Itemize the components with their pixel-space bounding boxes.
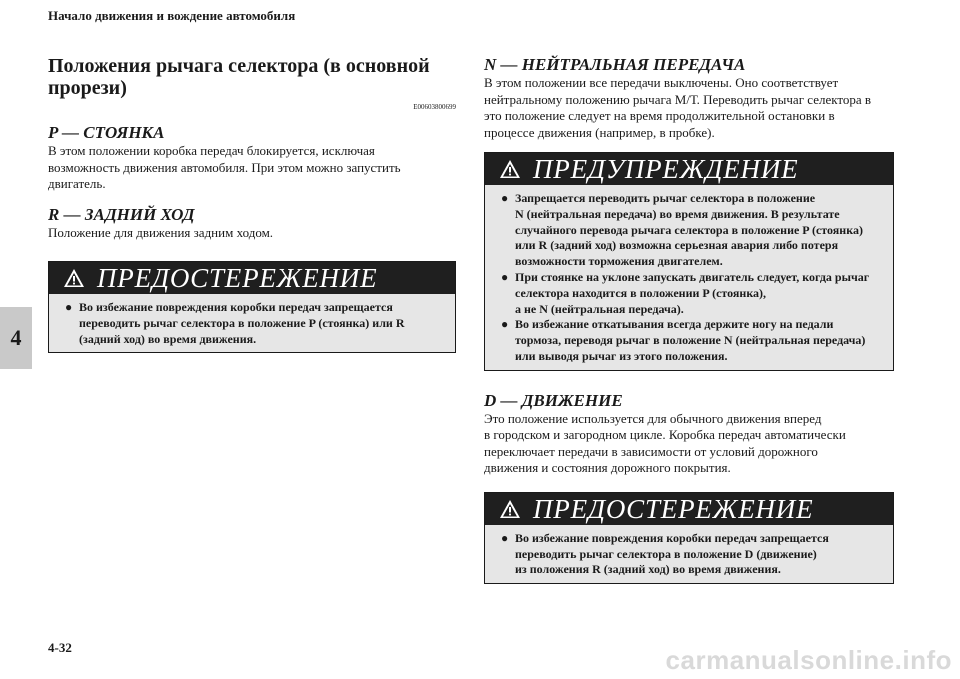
warning-label: ПРЕДУПРЕЖДЕНИЕ: [533, 154, 799, 184]
caution-box: [48, 261, 456, 353]
n-heading: N — НЕЙТРАЛЬНАЯ ПЕРЕДАЧА: [484, 55, 746, 74]
d-description: [484, 411, 894, 477]
left-column: [48, 55, 456, 353]
section-title-line: Положения рычага селектора (в основной: [48, 55, 430, 77]
text-line: возможности торможения двигателем.: [515, 254, 723, 269]
watermark: carmanualsonline.info: [665, 645, 952, 675]
p-heading: P — СТОЯНКА: [48, 123, 165, 142]
text-line: возможность движения автомобиля. При этом можно запустить: [48, 159, 401, 175]
text-line: В этом положении все передачи выключены. Оно соответствует: [484, 75, 839, 90]
text-line: случайного перевода рычага селектора в положение P (стоянка): [515, 222, 863, 237]
bullet-icon: ●: [501, 269, 509, 284]
running-header: Начало движения и вождение автомобиля: [48, 8, 296, 23]
text-line: В этом положении коробка передач блокируется, исключая: [48, 143, 375, 158]
warning-box: [484, 152, 894, 371]
caution-body: [485, 525, 893, 583]
text-line: или R (задний ход) возможна серьезная авария либо потеря: [515, 238, 839, 253]
text-line: движения и состояния дорожного покрытия.: [484, 460, 731, 476]
text-line: переводить рычаг селектора в положение D (движение): [515, 546, 817, 561]
section-title-line: прорези): [48, 77, 127, 99]
text-line: N (нейтральная передача) во время движения. В результате: [515, 206, 840, 221]
text-line: а не N (нейтральная передача).: [515, 301, 684, 316]
bullet-item: [501, 317, 883, 364]
section-code: E00603800699: [413, 103, 456, 111]
bullet-icon: ●: [501, 530, 509, 545]
right-column: [484, 55, 894, 584]
section-title: [48, 55, 456, 99]
bullet-item: [501, 531, 883, 578]
text-line: (задний ход) во время движения.: [79, 331, 257, 346]
r-description: Положение для движения задним ходом.: [48, 224, 274, 240]
bullet-item: [65, 300, 445, 347]
text-line: двигатель.: [48, 176, 106, 191]
text-line: Запрещается переводить рычаг селектора в положение: [515, 191, 816, 205]
warning-header: [485, 153, 893, 185]
caution-body: [49, 294, 455, 352]
warning-triangle-icon: [499, 499, 521, 519]
text-line: из положения R (задний ход) во время движения.: [515, 562, 781, 577]
bullet-icon: ●: [501, 191, 509, 205]
text-line: При стоянке на уклоне запускать двигатель следует, когда рычаг: [515, 269, 870, 284]
text-line: переводить рычаг селектора в положение P (стоянка) или R: [79, 315, 405, 330]
text-line: Это положение используется для обычного движения вперед: [484, 410, 822, 426]
bullet-item: [501, 191, 883, 270]
text-line: тормоза, переводя рычаг в положение N (нейтральная передача): [515, 333, 866, 348]
text-line: Во избежание откатывания всегда держите ногу на педали: [515, 317, 834, 332]
bullet-icon: ●: [501, 317, 509, 332]
text-line: или выводя рычаг из этого положения.: [515, 348, 728, 363]
chapter-tab: 4: [0, 307, 32, 369]
text-line: это положение следует на время продолжительной остановки в: [484, 108, 835, 123]
caution-label: ПРЕДОСТЕРЕЖЕНИЕ: [533, 493, 814, 524]
d-heading: D — ДВИЖЕНИЕ: [484, 390, 623, 410]
bullet-item: [501, 270, 883, 317]
text-line: переключает передачи в зависимости от условий дорожного: [484, 443, 818, 459]
text-line: Во избежание повреждения коробки передач запрещается: [79, 300, 393, 314]
n-description: [484, 75, 894, 141]
text-line: Во избежание повреждения коробки передач запрещается: [515, 530, 829, 545]
warning-triangle-icon: [499, 159, 521, 179]
warning-triangle-icon: [63, 268, 85, 288]
warning-body: [485, 185, 893, 370]
p-description: [48, 143, 456, 193]
text-line: процессе движения (например, в пробке).: [484, 124, 715, 140]
caution-header: [49, 262, 455, 294]
text-line: нейтральному положению рычага М/Т. Переводить рычаг селектора в: [484, 91, 872, 107]
page-number: 4-32: [48, 640, 72, 655]
caution-box: [484, 492, 894, 584]
r-heading: R — ЗАДНИЙ ХОД: [48, 204, 195, 224]
text-line: селектора находится в положении P (стоянка),: [515, 285, 767, 300]
caution-header: [485, 493, 893, 525]
text-line: в городском и загородном цикле. Коробка передач автоматически: [484, 427, 846, 443]
bullet-icon: ●: [65, 300, 73, 314]
caution-label: ПРЕДОСТЕРЕЖЕНИЕ: [97, 263, 378, 293]
